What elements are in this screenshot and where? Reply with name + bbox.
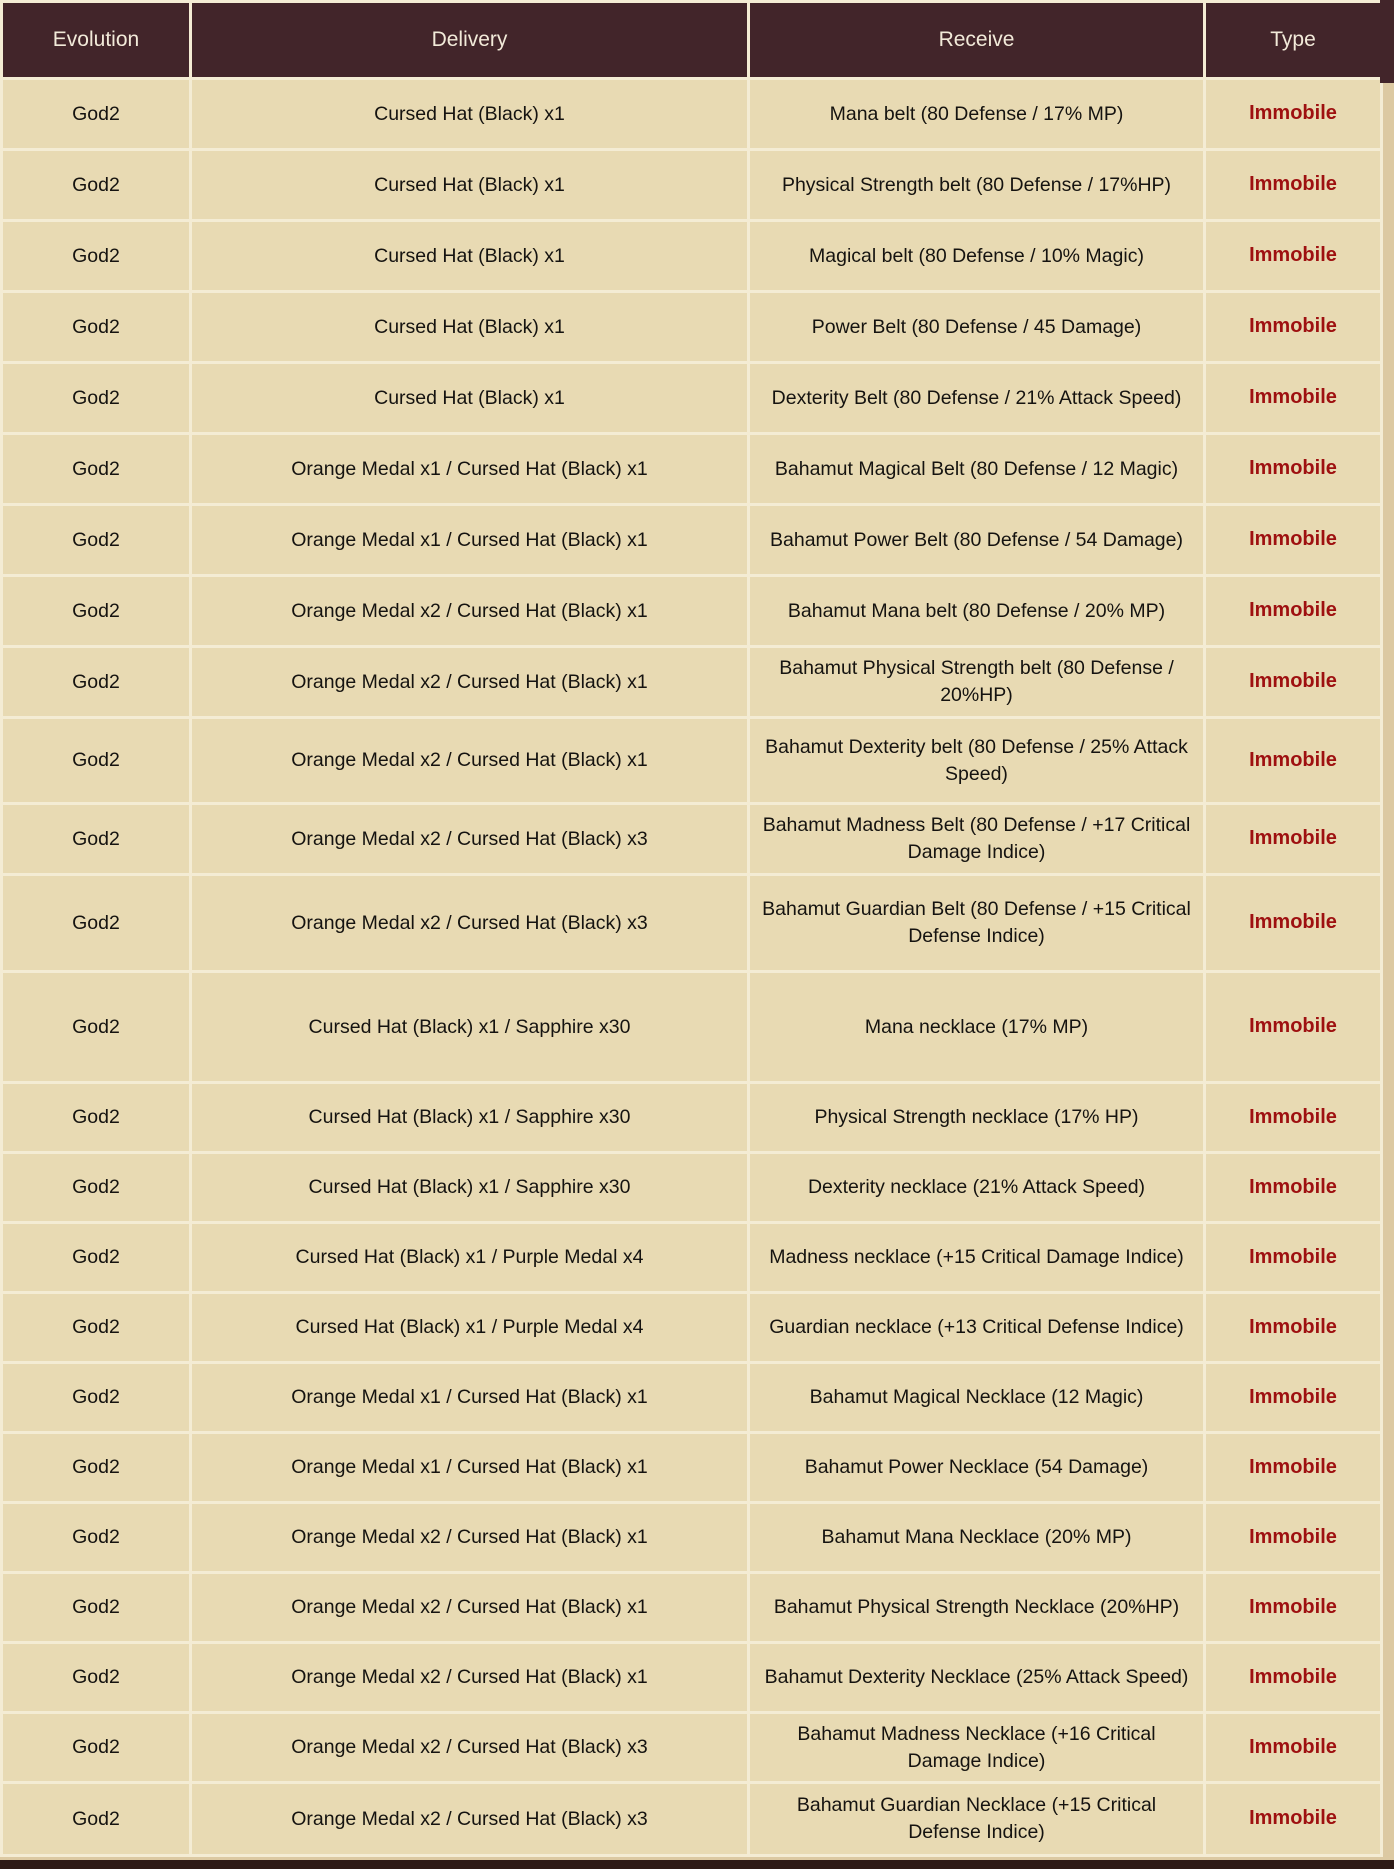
- cell-type: Immobile: [1206, 1084, 1380, 1151]
- column-header-evolution: Evolution: [3, 3, 189, 77]
- cell-type: Immobile: [1206, 435, 1380, 503]
- table-row: [3, 1644, 1380, 1711]
- cell-evolution: God2: [3, 973, 189, 1081]
- cell-type: Immobile: [1206, 506, 1380, 574]
- cell-evolution: God2: [3, 805, 189, 873]
- cell-type: Immobile: [1206, 577, 1380, 645]
- cell-type: Immobile: [1206, 1154, 1380, 1221]
- cell-evolution: God2: [3, 222, 189, 290]
- table-row: [3, 80, 1380, 148]
- cell-delivery: Orange Medal x2 / Cursed Hat (Black) x1: [192, 719, 747, 802]
- cell-type: Immobile: [1206, 1714, 1380, 1781]
- cell-evolution: God2: [3, 364, 189, 432]
- table-row: [3, 1574, 1380, 1641]
- cell-delivery: Orange Medal x2 / Cursed Hat (Black) x1: [192, 577, 747, 645]
- table-row: [3, 1364, 1380, 1431]
- header-right-extension: [1380, 0, 1394, 83]
- cell-delivery: Orange Medal x2 / Cursed Hat (Black) x3: [192, 1714, 747, 1781]
- cell-receive: Bahamut Power Belt (80 Defense / 54 Damage): [750, 506, 1203, 574]
- table-row: [3, 876, 1380, 970]
- cell-delivery: Orange Medal x2 / Cursed Hat (Black) x3: [192, 876, 747, 970]
- page-bottom-strip: [0, 1860, 1394, 1869]
- cell-receive: Dexterity necklace (21% Attack Speed): [750, 1154, 1203, 1221]
- cell-type: Immobile: [1206, 1294, 1380, 1361]
- cell-type: Immobile: [1206, 1574, 1380, 1641]
- cell-delivery: Orange Medal x2 / Cursed Hat (Black) x3: [192, 1784, 747, 1854]
- table-row: [3, 364, 1380, 432]
- cell-receive: Bahamut Magical Necklace (12 Magic): [750, 1364, 1203, 1431]
- cell-receive: Mana belt (80 Defense / 17% MP): [750, 80, 1203, 148]
- table-row: [3, 1154, 1380, 1221]
- cell-delivery: Cursed Hat (Black) x1: [192, 222, 747, 290]
- cell-receive: Bahamut Guardian Belt (80 Defense / +15 Critical Defense Indice): [750, 876, 1203, 970]
- cell-type: Immobile: [1206, 222, 1380, 290]
- cell-delivery: Cursed Hat (Black) x1: [192, 80, 747, 148]
- cell-delivery: Cursed Hat (Black) x1: [192, 364, 747, 432]
- table-row: [3, 222, 1380, 290]
- cell-receive: Magical belt (80 Defense / 10% Magic): [750, 222, 1203, 290]
- column-header-receive: Receive: [750, 3, 1203, 77]
- cell-evolution: God2: [3, 1784, 189, 1854]
- cell-evolution: God2: [3, 293, 189, 361]
- cell-evolution: God2: [3, 648, 189, 716]
- cell-delivery: Orange Medal x1 / Cursed Hat (Black) x1: [192, 506, 747, 574]
- cell-evolution: God2: [3, 1574, 189, 1641]
- cell-delivery: Orange Medal x2 / Cursed Hat (Black) x3: [192, 805, 747, 873]
- cell-receive: Bahamut Mana belt (80 Defense / 20% MP): [750, 577, 1203, 645]
- cell-evolution: God2: [3, 1504, 189, 1571]
- cell-type: Immobile: [1206, 1434, 1380, 1501]
- cell-type: Immobile: [1206, 151, 1380, 219]
- cell-evolution: God2: [3, 719, 189, 802]
- cell-receive: Bahamut Magical Belt (80 Defense / 12 Magic): [750, 435, 1203, 503]
- cell-delivery: Orange Medal x1 / Cursed Hat (Black) x1: [192, 1364, 747, 1431]
- table-body: [3, 80, 1380, 1854]
- cell-evolution: God2: [3, 876, 189, 970]
- cell-delivery: Orange Medal x2 / Cursed Hat (Black) x1: [192, 1644, 747, 1711]
- cell-receive: Dexterity Belt (80 Defense / 21% Attack Speed): [750, 364, 1203, 432]
- table-row: [3, 1084, 1380, 1151]
- cell-receive: Madness necklace (+15 Critical Damage Indice): [750, 1224, 1203, 1291]
- table-row: [3, 151, 1380, 219]
- table-row: [3, 805, 1380, 873]
- cell-delivery: Cursed Hat (Black) x1: [192, 293, 747, 361]
- cell-receive: Bahamut Dexterity belt (80 Defense / 25% Attack Speed): [750, 719, 1203, 802]
- column-header-delivery: Delivery: [192, 3, 747, 77]
- cell-evolution: God2: [3, 1364, 189, 1431]
- table-row: [3, 506, 1380, 574]
- cell-receive: Bahamut Physical Strength belt (80 Defense / 20%HP): [750, 648, 1203, 716]
- cell-receive: Bahamut Mana Necklace (20% MP): [750, 1504, 1203, 1571]
- table-row: [3, 435, 1380, 503]
- table-row: [3, 1714, 1380, 1781]
- cell-receive: Bahamut Madness Belt (80 Defense / +17 Critical Damage Indice): [750, 805, 1203, 873]
- cell-type: Immobile: [1206, 876, 1380, 970]
- cell-evolution: God2: [3, 577, 189, 645]
- cell-receive: Bahamut Dexterity Necklace (25% Attack Speed): [750, 1644, 1203, 1711]
- cell-type: Immobile: [1206, 80, 1380, 148]
- cell-type: Immobile: [1206, 293, 1380, 361]
- cell-delivery: Orange Medal x1 / Cursed Hat (Black) x1: [192, 435, 747, 503]
- table-row: [3, 1504, 1380, 1571]
- cell-delivery: Orange Medal x2 / Cursed Hat (Black) x1: [192, 1504, 747, 1571]
- table-row: [3, 648, 1380, 716]
- cell-delivery: Cursed Hat (Black) x1 / Sapphire x30: [192, 1154, 747, 1221]
- table-row: [3, 1434, 1380, 1501]
- cell-evolution: God2: [3, 80, 189, 148]
- cell-evolution: God2: [3, 1154, 189, 1221]
- cell-receive: Bahamut Madness Necklace (+16 Critical Damage Indice): [750, 1714, 1203, 1781]
- cell-evolution: God2: [3, 1714, 189, 1781]
- cell-evolution: God2: [3, 435, 189, 503]
- table-row: [3, 719, 1380, 802]
- cell-delivery: Orange Medal x2 / Cursed Hat (Black) x1: [192, 1574, 747, 1641]
- cell-type: Immobile: [1206, 1784, 1380, 1854]
- cell-delivery: Orange Medal x1 / Cursed Hat (Black) x1: [192, 1434, 747, 1501]
- cell-type: Immobile: [1206, 648, 1380, 716]
- table-row: [3, 1294, 1380, 1361]
- cell-type: Immobile: [1206, 1504, 1380, 1571]
- cell-type: Immobile: [1206, 1644, 1380, 1711]
- cell-evolution: God2: [3, 506, 189, 574]
- cell-receive: Physical Strength necklace (17% HP): [750, 1084, 1203, 1151]
- cell-receive: Physical Strength belt (80 Defense / 17%HP): [750, 151, 1203, 219]
- table-row: [3, 1224, 1380, 1291]
- cell-evolution: God2: [3, 1294, 189, 1361]
- cell-evolution: God2: [3, 1434, 189, 1501]
- cell-type: Immobile: [1206, 1364, 1380, 1431]
- cell-type: Immobile: [1206, 1224, 1380, 1291]
- table-row: [3, 973, 1380, 1081]
- cell-type: Immobile: [1206, 719, 1380, 802]
- cell-receive: Guardian necklace (+13 Critical Defense Indice): [750, 1294, 1203, 1361]
- cell-receive: Bahamut Physical Strength Necklace (20%HP): [750, 1574, 1203, 1641]
- cell-receive: Bahamut Guardian Necklace (+15 Critical Defense Indice): [750, 1784, 1203, 1854]
- cell-evolution: God2: [3, 1224, 189, 1291]
- table-row: [3, 577, 1380, 645]
- cell-evolution: God2: [3, 1644, 189, 1711]
- cell-delivery: Orange Medal x2 / Cursed Hat (Black) x1: [192, 648, 747, 716]
- cell-receive: Bahamut Power Necklace (54 Damage): [750, 1434, 1203, 1501]
- cell-delivery: Cursed Hat (Black) x1 / Sapphire x30: [192, 1084, 747, 1151]
- cell-type: Immobile: [1206, 973, 1380, 1081]
- column-header-type: Type: [1206, 3, 1380, 77]
- cell-evolution: God2: [3, 151, 189, 219]
- table-row: [3, 1784, 1380, 1854]
- cell-type: Immobile: [1206, 805, 1380, 873]
- cell-receive: Mana necklace (17% MP): [750, 973, 1203, 1081]
- cell-type: Immobile: [1206, 364, 1380, 432]
- cell-evolution: God2: [3, 1084, 189, 1151]
- cell-receive: Power Belt (80 Defense / 45 Damage): [750, 293, 1203, 361]
- cell-delivery: Cursed Hat (Black) x1 / Sapphire x30: [192, 973, 747, 1081]
- cell-delivery: Cursed Hat (Black) x1 / Purple Medal x4: [192, 1294, 747, 1361]
- table-header-row: [3, 3, 1380, 77]
- cell-delivery: Cursed Hat (Black) x1 / Purple Medal x4: [192, 1224, 747, 1291]
- cell-delivery: Cursed Hat (Black) x1: [192, 151, 747, 219]
- table-row: [3, 293, 1380, 361]
